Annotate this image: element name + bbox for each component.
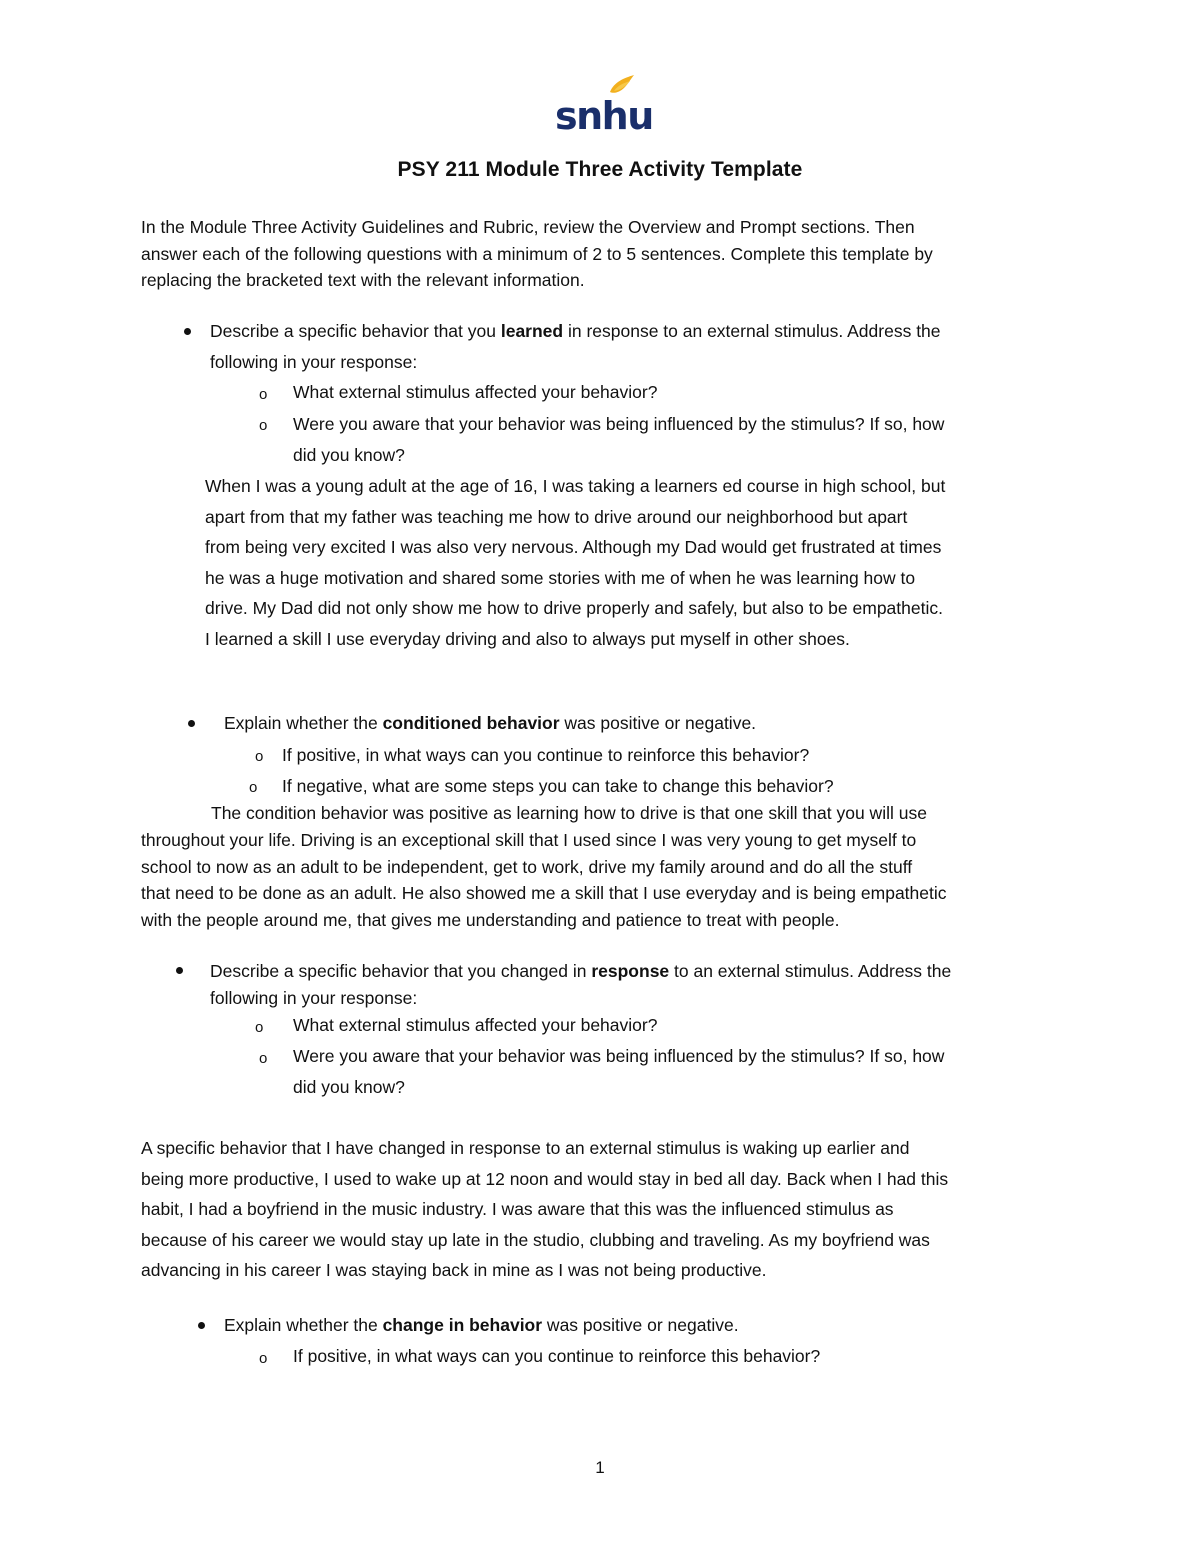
question-text: Were you aware that your behavior was being influenced by the stimulus? If so, how [293, 1046, 945, 1066]
question-3 [210, 958, 951, 1011]
answer-2 [141, 827, 947, 933]
answer-line: with the people around me, that gives me understanding and patience to treat with people. [141, 909, 840, 930]
bullet-icon [198, 1322, 205, 1329]
question-text: did you know? [293, 1076, 405, 1097]
question-text: following in your response: [210, 987, 418, 1008]
sub-bullet-icon: o [259, 1050, 268, 1067]
answer-1 [205, 471, 945, 654]
answer-line: I learned a skill I use everyday driving and also to always put myself in other shoes. [205, 628, 850, 649]
question-3-sub-1: What external stimulus affected your behavior? [293, 1015, 658, 1035]
question-text: to an external stimulus. Address the [669, 961, 952, 981]
answer-line: A specific behavior that I have changed in response to an external stimulus is waking up earlier and [141, 1138, 910, 1158]
question-1 [210, 316, 941, 377]
page-number: 1 [595, 1458, 605, 1477]
answer-line: being more productive, I used to wake up at 12 noon and would stay in bed all day. Back when I had this [141, 1168, 949, 1189]
answer-line: throughout your life. Driving is an exceptional skill that I used since I was very young to get myself to [141, 830, 917, 850]
question-4-sub-1: If positive, in what ways can you continue to reinforce this behavior? [293, 1346, 821, 1366]
bullet-icon [184, 328, 191, 335]
question-emphasis: change in behavior [382, 1315, 543, 1335]
logo-wordmark: snhu [555, 94, 653, 138]
answer-3 [141, 1133, 948, 1286]
snhu-logo [554, 74, 653, 138]
answer-line: from being very excited I was also very nervous. Although my Dad would get frustrated at times [205, 537, 942, 557]
page-title: PSY 211 Module Three Activity Template [397, 158, 803, 181]
answer-line: drive. My Dad did not only show me how to drive properly and safely, but also to be empathetic. [205, 598, 943, 618]
sub-bullet-icon: o [255, 1019, 264, 1036]
question-2-sub-2: If negative, what are some steps you can take to change this behavior? [282, 776, 834, 796]
bullet-icon [188, 720, 195, 727]
question-text: was positive or negative. [559, 713, 757, 733]
question-text: was positive or negative. [542, 1315, 739, 1335]
intro-line: answer each of the following questions with a minimum of 2 to 5 sentences. Complete this template by [141, 243, 933, 264]
question-text: Describe a specific behavior that you [210, 321, 501, 341]
question-2 [224, 708, 756, 739]
flame-icon [610, 75, 634, 93]
question-emphasis: learned [500, 321, 564, 341]
question-text: following in your response: [210, 351, 418, 372]
answer-line: he was a huge motivation and shared some stories with me of when he was learning how to [205, 567, 916, 588]
sub-bullet-icon: o [255, 748, 264, 765]
question-4 [224, 1310, 739, 1341]
question-text: in response to an external stimulus. Address the [563, 321, 941, 341]
answer-line: because of his career we would stay up late in the studio, clubbing and traveling. As my boyfriend was [141, 1229, 930, 1250]
question-text: did you know? [293, 444, 405, 465]
answer-2-line-1: The condition behavior was positive as learning how to drive is that one skill that you will use [211, 803, 927, 823]
sub-bullet-icon: o [259, 386, 268, 403]
sub-bullet-icon: o [259, 1350, 268, 1367]
sub-bullet-icon: o [259, 417, 268, 434]
answer-line: school to now as an adult to be independent, get to work, drive my family around and do all the stuff [141, 856, 913, 877]
question-3-sub-2 [293, 1041, 944, 1102]
intro-line: In the Module Three Activity Guidelines and Rubric, review the Overview and Prompt sections. Then [141, 217, 915, 237]
question-text: Describe a specific behavior that you changed in [210, 961, 592, 981]
intro-paragraph [141, 214, 933, 294]
answer-line: When I was a young adult at the age of 16, I was taking a learners ed course in high school, but [205, 476, 946, 496]
bullet-icon [176, 967, 183, 974]
question-text: Explain whether the [224, 1315, 383, 1335]
question-1-sub-1: What external stimulus affected your behavior? [293, 382, 658, 402]
intro-line: replacing the bracketed text with the relevant information. [141, 270, 585, 290]
answer-line: habit, I had a boyfriend in the music industry. I was aware that this was the influenced stimulus as [141, 1199, 894, 1219]
question-1-sub-2 [293, 409, 944, 470]
answer-line: advancing in his career I was staying back in mine as I was not being productive. [141, 1260, 767, 1280]
question-emphasis: response [591, 961, 670, 981]
question-2-sub-1: If positive, in what ways can you continue to reinforce this behavior? [282, 745, 810, 765]
question-text: Explain whether the [224, 713, 383, 733]
question-text: Were you aware that your behavior was being influenced by the stimulus? If so, how [293, 414, 945, 434]
sub-bullet-icon: o [249, 779, 258, 796]
answer-line: apart from that my father was teaching me how to drive around our neighborhood but apart [205, 506, 908, 527]
question-emphasis: conditioned behavior [382, 713, 560, 733]
answer-line: that need to be done as an adult. He also showed me a skill that I use everyday and is being empathetic [141, 883, 947, 903]
